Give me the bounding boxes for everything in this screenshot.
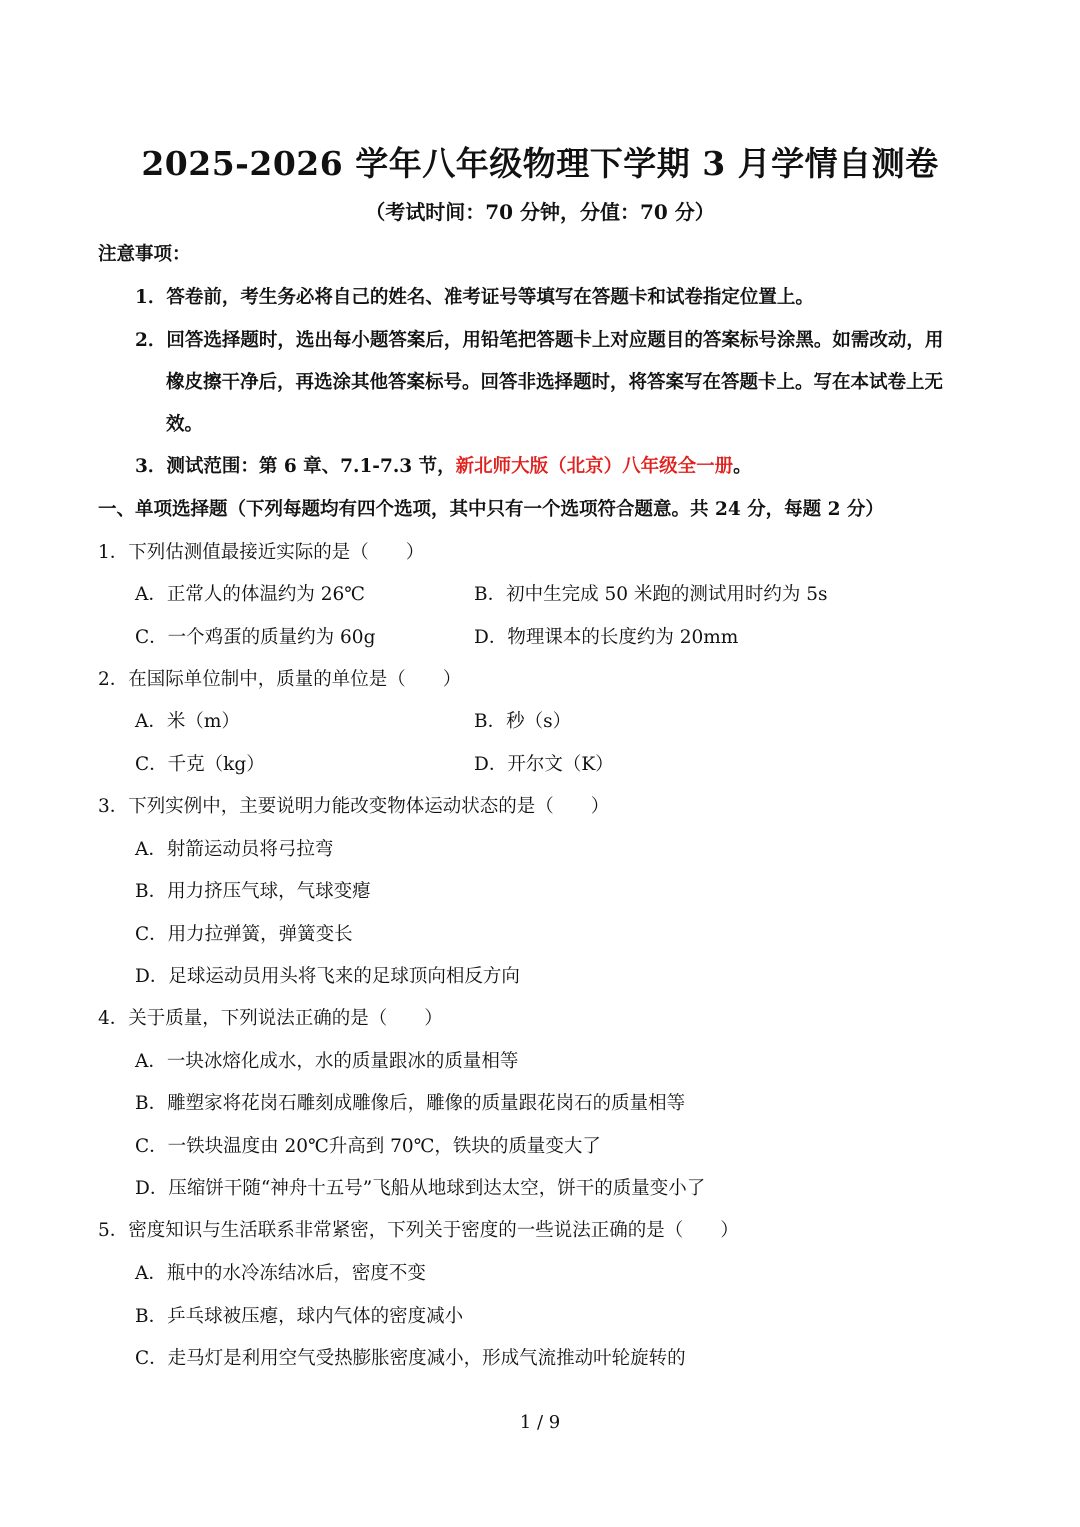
page-number: 1 / 9: [519, 1412, 561, 1433]
page-title: 2025-2026 学年八年级物理下学期 3 月学情自测卷: [141, 144, 939, 183]
question-5-option-a: A．瓶中的水冷冻结冰后，密度不变: [135, 1263, 426, 1284]
question-3-stem: 3．下列实例中，主要说明力能改变物体运动状态的是（ ）: [98, 796, 610, 817]
notice-item-3-suffix: 。: [733, 456, 752, 477]
question-2-option-c: C．千克（kg）: [135, 754, 265, 775]
notice-item-3-prefix: 3．测试范围：第 6 章、7.1-7.3 节，: [135, 456, 456, 477]
exam-subtitle: （考试时间：70 分钟，分值：70 分）: [365, 200, 715, 224]
question-1-option-c: C．一个鸡蛋的质量约为 60g: [135, 627, 376, 648]
question-4-option-b: B．雕塑家将花岗石雕刻成雕像后，雕像的质量跟花岗石的质量相等: [135, 1093, 686, 1114]
notice-item-3: [135, 452, 752, 478]
question-2-option-b: B．秒（s）: [474, 711, 572, 732]
question-1-option-a: A．正常人的体温约为 26℃: [135, 584, 365, 605]
question-3-option-c: C．用力拉弹簧，弹簧变长: [135, 924, 353, 945]
section-heading: 一、单项选择题（下列每题均有四个选项，其中只有一个选项符合题意。共 24 分，每题 2 分）: [98, 499, 884, 520]
question-5-option-b: B．乒乓球被压瘪，球内气体的密度减小: [135, 1306, 464, 1327]
question-5-option-c: C．走马灯是利用空气受热膨胀密度减小，形成气流推动叶轮旋转的: [135, 1348, 686, 1369]
question-5-stem: 5．密度知识与生活联系非常紧密，下列关于密度的一些说法正确的是（ ）: [98, 1220, 739, 1241]
question-3-option-b: B．用力挤压气球，气球变瘪: [135, 881, 371, 902]
question-4-stem: 4．关于质量，下列说法正确的是（ ）: [98, 1008, 443, 1029]
question-2-option-a: A．米（m）: [135, 711, 240, 732]
question-2-stem: 2．在国际单位制中，质量的单位是（ ）: [98, 669, 462, 690]
notice-item-1: 1．答卷前，考生务必将自己的姓名、准考证号等填写在答题卡和试卷指定位置上。: [135, 287, 814, 308]
question-1-stem: 1．下列估测值最接近实际的是（ ）: [98, 542, 425, 563]
question-3-option-d: D．足球运动员用头将飞来的足球顶向相反方向: [135, 966, 520, 987]
question-4-option-a: A．一块冰熔化成水，水的质量跟冰的质量相等: [135, 1051, 519, 1072]
question-4-option-c: C．一铁块温度由 20℃升高到 70℃，铁块的质量变大了: [135, 1136, 601, 1157]
notice-item-2-line-2: 橡皮擦干净后，再选涂其他答案标号。回答非选择题时，将答案写在答题卡上。写在本试卷上无: [166, 372, 944, 393]
question-1-option-d: D．物理课本的长度约为 20mm: [474, 627, 739, 648]
notice-item-2-line-3: 效。: [166, 414, 204, 435]
notice-item-2-line-1: 2．回答选择题时，选出每小题答案后，用铅笔把答题卡上对应题目的答案标号涂黑。如需改动，用: [135, 330, 944, 351]
question-1-option-b: B．初中生完成 50 米跑的测试用时约为 5s: [474, 584, 828, 605]
notice-item-3-highlight: 新北师大版（北京）八年级全一册: [455, 456, 734, 477]
question-4-option-d: D．压缩饼干随“神舟十五号”飞船从地球到达太空，饼干的质量变小了: [135, 1178, 706, 1199]
question-2-option-d: D．开尔文（K）: [474, 754, 614, 775]
question-3-option-a: A．射箭运动员将弓拉弯: [135, 839, 334, 860]
notice-heading: 注意事项：: [98, 244, 191, 265]
